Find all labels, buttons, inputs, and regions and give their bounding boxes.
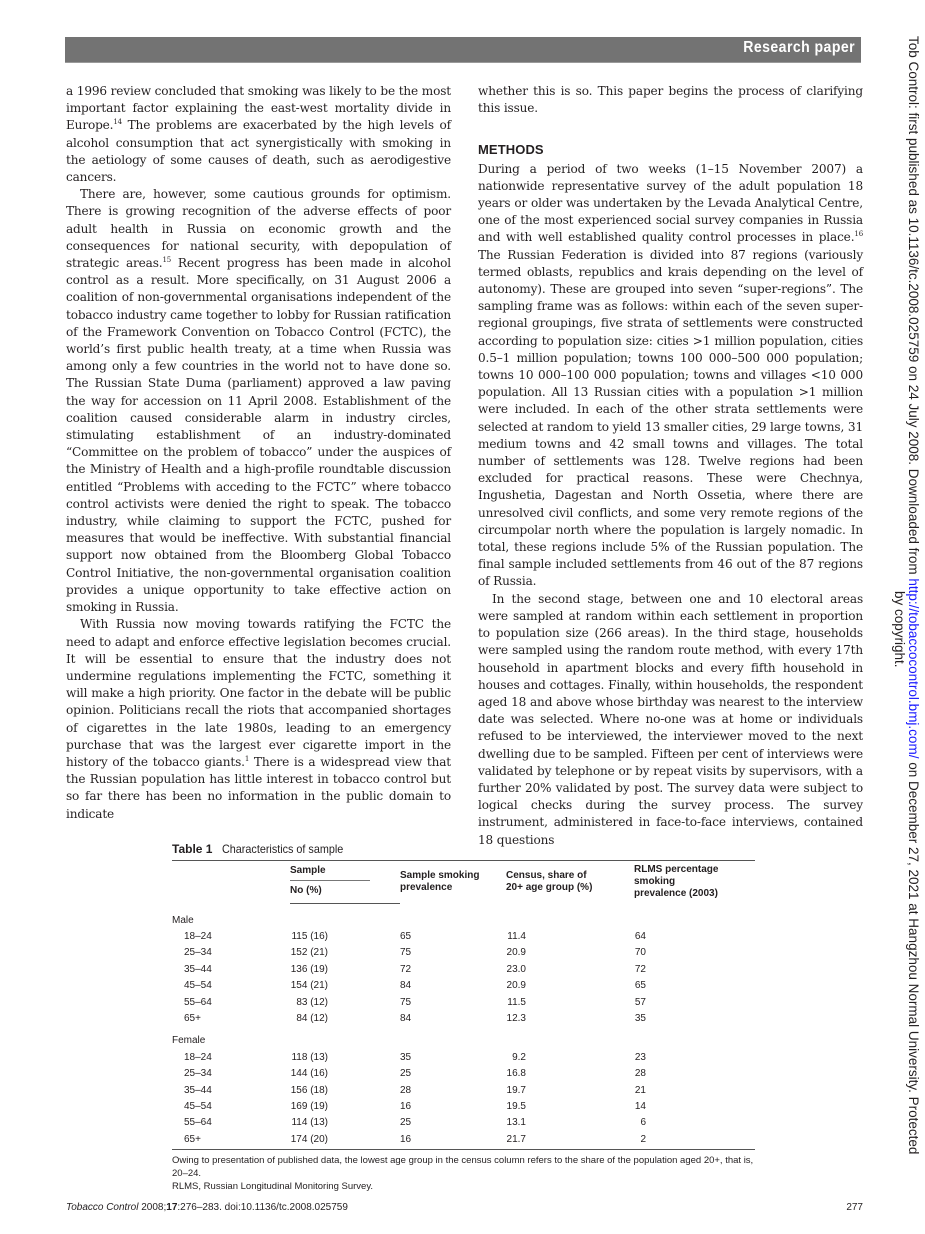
table-row bbox=[172, 1066, 755, 1082]
cell-smoking-prevalence: 16 bbox=[400, 1131, 506, 1150]
cell-census-share bbox=[506, 1115, 634, 1131]
cell-census-share bbox=[506, 1010, 634, 1026]
cell-census-share bbox=[506, 945, 634, 961]
cell-sample-value: 152 (21) bbox=[290, 947, 328, 959]
cell-sample-value: 83 (12) bbox=[296, 996, 328, 1008]
paragraph bbox=[66, 186, 451, 616]
cell-rlms-prevalence-value: 23 bbox=[634, 1051, 646, 1063]
cell-rlms-prevalence-value: 65 bbox=[634, 980, 646, 992]
reference-link[interactable]: 14 bbox=[113, 118, 122, 127]
table-caption bbox=[172, 842, 755, 856]
cell-smoking-prevalence: 72 bbox=[400, 963, 412, 975]
journal-year: 2008; bbox=[138, 1202, 167, 1213]
cell-rlms-prevalence bbox=[634, 1082, 755, 1098]
table-row bbox=[172, 1098, 755, 1114]
cell-rlms-prevalence-value: 64 bbox=[634, 931, 646, 943]
cell-smoking-prevalence: 16 bbox=[400, 1100, 412, 1112]
paragraph-text: There are, however, some cautious grounds for optimism. There is growing recognition of the adverse effects of poor adult health in Russia on economic growth and the consequences for national security, with depopulation of strategic areas. bbox=[66, 187, 451, 271]
paragraph-text: With Russia now moving towards ratifying the FCTC the need to adapt and enforce effective legislation becomes crucial. It will be essential to ensure that the industry does not undermine regulations implementing the FCTC, something it will make a high priority. One factor in the debate will be public opinion. Politicians recall the riots that accompanied shortages of cigarettes in the late 1980s, leading to an emergency purchase that was the largest ever cigarette import in the history of the tobacco giants. bbox=[66, 617, 451, 769]
paragraph-text: During a period of two weeks (1–15 November 2007) a nationwide representative survey of the adult population 18 years or older was undertaken by the Levada Analytical Centre, one of the most experienced social survey companies in Russia and with well established quality control processes in place. bbox=[478, 161, 863, 245]
cell-sample bbox=[290, 1131, 400, 1150]
table-body bbox=[172, 904, 755, 1150]
journal-link[interactable]: http://tobaccocontrol.bmj.com/ bbox=[906, 578, 921, 759]
cell-census-share-value: 11.4 bbox=[507, 931, 526, 943]
cell-sample-value: 118 (13) bbox=[291, 1051, 328, 1063]
cell-rlms-prevalence-value: 35 bbox=[634, 1013, 646, 1025]
watermark-text: on December 27, 2021 at Hangzhou Normal University. Protected bbox=[906, 758, 921, 1155]
cell-census-share-value: 9.2 bbox=[512, 1051, 526, 1063]
cell-census-share bbox=[506, 978, 634, 994]
header-sample-label: Sample bbox=[290, 865, 370, 881]
cell-age: 18–24 bbox=[184, 931, 212, 943]
paragraph-text: a 1996 review concluded that smoking was likely to be the most important factor explaining the east-west mortality divide in Europe. bbox=[66, 84, 451, 133]
paragraph-text: Recent progress has been made in alcohol control as a result. More specifically, on 31 August 2006 a coalition of non-governmental organisations independent of the tobacco industry came together to lobby for Russian ratification of the Framework Convention on Tobacco Control (FCTC), the world’s first public health treaty, at a time when Russia was among only a few countries in the world not to have done so. The Russian State Duma (parliament) approved a law paving the way for accession on 11 April 2008. Establishment of the coalition caused considerable alarm in industry circles, stimulating establishment of an industry-dominated “Committee on the problem of tobacco” under the auspices of the Ministry of Health and a high-profile roundtable discussion entitled “Problems with acceding to the FCTC” where tobacco control activists were denied the right to speak. The tobacco industry, while claiming to support the FCTC, pushed for measures that would be ineffective. With substantial financial support now obtained from the Bloomberg Global Tobacco Control Initiative, the non-governmental organisation coalition provides a unique opportunity to take effective action on smoking in Russia. bbox=[66, 256, 451, 615]
table-row bbox=[172, 1010, 755, 1026]
cell-age: 65+ bbox=[184, 1013, 201, 1025]
cell-rlms-prevalence bbox=[634, 978, 755, 994]
cell-rlms-prevalence-value: 57 bbox=[634, 996, 646, 1008]
cell-sample bbox=[290, 945, 400, 961]
header-line: 20+ age group (%) bbox=[506, 882, 593, 894]
cell-census-share bbox=[506, 994, 634, 1010]
cell-sample-value: 115 (16) bbox=[291, 931, 328, 943]
table-1 bbox=[172, 842, 755, 1193]
cell-census-share-value: 19.5 bbox=[506, 1100, 526, 1112]
cell-sample-value: 156 (18) bbox=[290, 1084, 328, 1096]
paragraph: whether this is so. This paper begins the process of clarifying this issue. bbox=[478, 84, 863, 116]
cell-smoking-prevalence: 25 bbox=[400, 1068, 412, 1080]
reference-link[interactable]: 16 bbox=[854, 230, 863, 239]
cell-smoking-prevalence: 65 bbox=[400, 931, 412, 943]
table-row bbox=[172, 1049, 755, 1065]
cell-rlms-prevalence-value: 70 bbox=[634, 947, 646, 959]
cell-sample bbox=[290, 961, 400, 977]
left-column bbox=[66, 83, 451, 823]
paragraph: In the second stage, between one and 10 electoral areas were sampled at random within each settlement in proportion to population size (266 areas). In the third stage, households were sampled using the random route method, with every 17th household in apartment blocks and every fifth household in houses and cottages. Finally, within households, the respondent aged 18 and above whose birthday was nearest to the interview date was selected. Where no-one was at home or individuals refused to be interviewed, the interviewer moved to the next dwelling due to be sampled. Fifteen per cent of interviews were validated by telephone or by repeat visits by supervisors, with a further 20% validated by post. The survey data were subject to logical checks during the survey process. The survey instrument, administered in face-to-face interviews, contained 18 questions bbox=[478, 591, 863, 847]
cell-smoking-prevalence: 84 bbox=[400, 980, 412, 992]
cell-smoking-prevalence: 25 bbox=[400, 1117, 412, 1129]
cell-census-share bbox=[506, 1049, 634, 1065]
cell-rlms-prevalence bbox=[634, 1049, 755, 1065]
paragraph-text: The Russian Federation is divided into 87 regions (variously termed oblasts, republics and krais depending on the level of autonomy). These are grouped into seven “super-regions”. The sampling frame was as follows: within each of the seven super-regional groupings, five strata of settlements were constructed according to population size: cities >1 million population, cities 0.5–1 million population; towns 100 000–500 000 population; towns 10 000–100 000 population; towns and villages <10 000 population. All 13 Russian cities with a population >1 million were included. In each of the other strata settlements were selected at random to yield 13 smaller cities, 29 large towns, 31 medium towns and 42 small towns and villages. The total number of settlements was 128. Twelve regions had been excluded for practical reasons. These were Chechnya, Ingushetia, Dagestan and North Ossetia, where there are unresolved civil conflicts, and some very remote regions of the circumpolar north where the population is largely nomadic. In total, these regions include 5% of the Russian population. The final sample included settlements from 46 out of the 87 regions of Russia. bbox=[478, 247, 863, 589]
watermark-text-line2: by copyright. bbox=[892, 591, 907, 668]
cell-rlms-prevalence-value: 28 bbox=[634, 1068, 646, 1080]
cell-census-share-value: 21.7 bbox=[506, 1133, 526, 1145]
cell-rlms-prevalence bbox=[634, 1131, 755, 1150]
cell-census-share-value: 12.3 bbox=[506, 1013, 526, 1025]
table-notes bbox=[172, 1154, 762, 1193]
cell-census-share bbox=[506, 1066, 634, 1082]
cell-sample bbox=[290, 1098, 400, 1114]
cell-rlms-prevalence bbox=[634, 1098, 755, 1114]
cell-census-share bbox=[506, 961, 634, 977]
cell-age: 35–44 bbox=[184, 963, 212, 975]
cell-rlms-prevalence-value: 14 bbox=[634, 1100, 646, 1112]
cell-census-share-value: 20.9 bbox=[506, 980, 526, 992]
cell-census-share-value: 19.7 bbox=[506, 1084, 526, 1096]
table-note: RLMS, Russian Longitudinal Monitoring Survey. bbox=[172, 1181, 374, 1193]
cell-census-share-value: 23.0 bbox=[506, 963, 526, 975]
cell-age: 55–64 bbox=[184, 1117, 212, 1129]
page-footer bbox=[66, 1202, 863, 1213]
header-rlms bbox=[634, 861, 755, 904]
cell-rlms-prevalence-value: 2 bbox=[640, 1133, 646, 1145]
cell-smoking-prevalence: 75 bbox=[400, 996, 412, 1008]
group-label: Female bbox=[172, 1035, 206, 1047]
journal-pages-doi: :276–283. doi:10.1136/tc.2008.025759 bbox=[177, 1202, 348, 1213]
table-row bbox=[172, 1082, 755, 1098]
table-row bbox=[172, 1115, 755, 1131]
table-row bbox=[172, 1131, 755, 1150]
cell-rlms-prevalence bbox=[634, 1010, 755, 1026]
header-line: prevalence (2003) bbox=[634, 888, 718, 900]
cell-sample bbox=[290, 928, 400, 944]
header-smoking-prevalence bbox=[400, 861, 506, 904]
download-watermark bbox=[892, 36, 920, 1196]
cell-rlms-prevalence-value: 72 bbox=[634, 963, 646, 975]
cell-sample-value: 169 (19) bbox=[290, 1100, 328, 1112]
cell-age: 45–54 bbox=[184, 980, 212, 992]
header-sample bbox=[290, 861, 400, 884]
table-row bbox=[172, 928, 755, 944]
cell-census-share bbox=[506, 1098, 634, 1114]
paragraph bbox=[66, 83, 451, 186]
page-number: 277 bbox=[846, 1202, 863, 1213]
cell-census-share-value: 13.1 bbox=[506, 1117, 526, 1129]
cell-sample-value: 174 (20) bbox=[290, 1133, 328, 1145]
paragraph bbox=[66, 616, 451, 822]
header-line: Census, share of bbox=[506, 870, 587, 882]
cell-sample-value: 136 (19) bbox=[290, 963, 328, 975]
cell-age: 45–54 bbox=[184, 1100, 212, 1112]
paragraph bbox=[478, 161, 863, 591]
table-group-row bbox=[172, 1027, 755, 1049]
paragraph-text: The problems are exacerbated by the high levels of alcohol consumption that act synergistically with smoking in the aetiology of some causes of death, such as aerodigestive cancers. bbox=[66, 118, 451, 185]
cell-rlms-prevalence bbox=[634, 945, 755, 961]
cell-rlms-prevalence-value: 21 bbox=[634, 1084, 646, 1096]
cell-smoking-prevalence: 75 bbox=[400, 947, 412, 959]
cell-census-share-value: 16.8 bbox=[506, 1068, 526, 1080]
table-number: Table 1 bbox=[172, 842, 213, 856]
table-row bbox=[172, 978, 755, 994]
cell-rlms-prevalence-value: 6 bbox=[640, 1117, 646, 1129]
table-row bbox=[172, 961, 755, 977]
section-header-bar bbox=[65, 37, 861, 63]
sample-characteristics-table bbox=[172, 860, 755, 1150]
cell-age: 35–44 bbox=[184, 1084, 212, 1096]
cell-smoking-prevalence: 35 bbox=[400, 1051, 412, 1063]
cell-sample-value: 114 (13) bbox=[291, 1117, 328, 1129]
reference-link[interactable]: 1 bbox=[244, 754, 250, 763]
cell-census-share-value: 11.5 bbox=[507, 996, 526, 1008]
cell-rlms-prevalence bbox=[634, 928, 755, 944]
table-group-row bbox=[172, 904, 755, 929]
header-sample-no: No (%) bbox=[290, 883, 400, 904]
cell-age: 25–34 bbox=[184, 947, 212, 959]
header-census bbox=[506, 861, 634, 904]
header-line: prevalence bbox=[400, 882, 453, 894]
cell-census-share bbox=[506, 1082, 634, 1098]
cell-age: 65+ bbox=[172, 1131, 290, 1150]
table-row bbox=[172, 994, 755, 1010]
cell-census-share bbox=[506, 928, 634, 944]
cell-sample bbox=[290, 1010, 400, 1026]
cell-sample bbox=[290, 1115, 400, 1131]
header-line: Sample smoking bbox=[400, 870, 480, 882]
reference-link[interactable]: 15 bbox=[162, 256, 172, 265]
journal-volume: 17 bbox=[166, 1202, 178, 1213]
cell-sample-value: 144 (16) bbox=[290, 1068, 328, 1080]
cell-sample bbox=[290, 978, 400, 994]
cell-census-share-value: 20.9 bbox=[506, 947, 526, 959]
cell-census-share bbox=[506, 1131, 634, 1150]
cell-sample bbox=[290, 994, 400, 1010]
cell-sample bbox=[290, 1066, 400, 1082]
section-label: Research paper bbox=[743, 39, 855, 56]
right-column bbox=[478, 83, 863, 849]
cell-rlms-prevalence bbox=[634, 961, 755, 977]
cell-rlms-prevalence bbox=[634, 1066, 755, 1082]
cell-sample-value: 84 (12) bbox=[296, 1013, 328, 1025]
header-line: RLMS percentage smoking bbox=[634, 864, 719, 888]
cell-smoking-prevalence: 28 bbox=[400, 1084, 412, 1096]
cell-rlms-prevalence bbox=[634, 1115, 755, 1131]
cell-smoking-prevalence: 84 bbox=[400, 1013, 412, 1025]
table-title: Characteristics of sample bbox=[222, 842, 344, 856]
group-label: Male bbox=[172, 914, 194, 926]
cell-age: 18–24 bbox=[184, 1051, 212, 1063]
cell-sample bbox=[290, 1049, 400, 1065]
cell-age: 25–34 bbox=[184, 1068, 212, 1080]
methods-heading: METHODS bbox=[478, 142, 544, 158]
journal-name: Tobacco Control bbox=[66, 1202, 139, 1213]
cell-sample-value: 154 (21) bbox=[290, 980, 328, 992]
cell-age: 55–64 bbox=[184, 996, 212, 1008]
cell-sample bbox=[290, 1082, 400, 1098]
watermark-text: Tob Control: first published as 10.1136/tc.2008.025759 on 24 July 2008. Downloaded from bbox=[906, 36, 921, 579]
row-label-header bbox=[172, 861, 290, 904]
cell-rlms-prevalence bbox=[634, 994, 755, 1010]
table-note: Owing to presentation of published data, the lowest age group in the census column refers to the share of the population aged 20+, that is, 20–24. bbox=[172, 1155, 754, 1180]
table-row bbox=[172, 945, 755, 961]
paragraph-text: There is a widespread view that the Russian population has little interest in tobacco control but so far there has been no information in the public domain to indicate bbox=[66, 754, 452, 821]
